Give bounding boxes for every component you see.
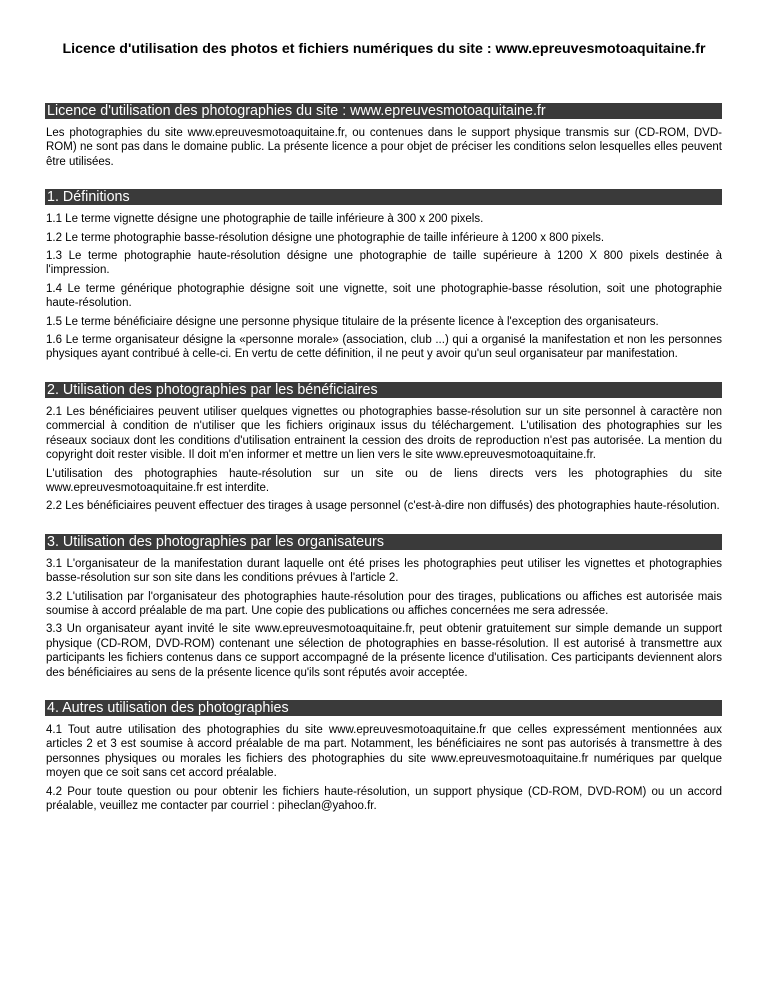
paragraph: 1.1 Le terme vignette désigne une photographie de taille inférieure à 300 x 200 pixels. <box>46 213 484 226</box>
paragraph: 3.2 L'utilisation par l'organisateur des photographies haute-résolution pour des tirages, publications ou affiches est autorisée mais soumise à accord préalable de ma part. Une copie des publications ou affiches concernées me sera adressée. <box>46 590 722 617</box>
section-definitions <box>46 189 722 362</box>
paragraph: 1.4 Le terme générique photographie désigne soit une vignette, soit une photographie-basse résolution, soit une photographie haute-résolution. <box>46 282 722 310</box>
paragraph: Les photographies du site www.epreuvesmotoaquitaine.fr, ou contenues dans le support physique transmis sur (CD-ROM, DVD-ROM) ne sont pas dans le domaine public. La présente licence a pour objet de préciser les conditions selon lesquelles elles peuvent être utilisées. <box>46 127 722 168</box>
paragraph: 2.1 Les bénéficiaires peuvent utiliser quelques vignettes ou photographies basse-résolution sur un site personnel à caractère non commercial à condition de n'utiliser que les fichiers originaux issus du téléchargement. L'utilisation des photographies sur les réseaux sociaux dont les conditions d'utilisation entrainent la cession des droits de reproduction n'est pas autorisée. La mention du copyright doit rester visible. Il doit m'en informer et mettre un lien vers le site www.epreuvesmotoaquitaine.fr. <box>46 405 722 462</box>
section-heading-bar <box>46 534 722 550</box>
section-heading-bar <box>46 382 722 398</box>
paragraph: 1.2 Le terme photographie basse-résolution désigne une photographie de taille inférieure à 1200 x 800 pixels. <box>46 231 605 244</box>
paragraph: 1.5 Le terme bénéficiaire désigne une personne physique titulaire de la présente licence à l'exception des organisateurs. <box>46 315 659 328</box>
paragraph: 2.2 Les bénéficiaires peuvent effectuer des tirages à usage personnel (c'est-à-dire non diffusés) des photographies haute-résolution. <box>46 500 720 513</box>
paragraph: 3.1 L'organisateur de la manifestation durant laquelle ont été prises les photographies peut utiliser les vignettes et photographies basse-résolution sur son site dans les conditions prévues à l'article 2. <box>46 557 722 585</box>
section-beneficiaires <box>46 382 722 514</box>
paragraph: L'utilisation des photographies haute-résolution sur un site ou de liens directs vers les photographies du site www.epreuvesmotoaquitaine.fr est interdite. <box>46 467 722 494</box>
section-heading: 1. Définitions <box>45 189 136 205</box>
section-heading-bar <box>46 700 722 716</box>
paragraph: 1.6 Le terme organisateur désigne la «personne morale» (association, club ...) qui a organisé la manifestation et non les personnes physiques ayant contribué à celle-ci. En vertu de cette définition, il ne peut y avoir qu'un seul organisateur par manifestation. <box>46 334 722 361</box>
document-title: Licence d'utilisation des photos et fichiers numériques du site : www.epreuvesmotoaquitaine.fr <box>62 41 706 57</box>
section-heading: 2. Utilisation des photographies par les bénéficiaires <box>45 382 384 398</box>
section-heading-bar <box>46 189 722 205</box>
paragraph: 3.3 Un organisateur ayant invité le site www.epreuvesmotoaquitaine.fr, peut obtenir gratuitement sur simple demande un support physique (CD-ROM, DVD-ROM) contenant une sélection de photographies en basse-résolution. Il est autorisé à transmettre aux participants les fichiers contenus dans ce support accompagné de la présente licence d'utilisation. Ces participants deviennent alors des bénéficiaires au sens de la présente licence qu'ils sont réputés avoir acceptée. <box>46 623 722 679</box>
paragraph: 4.1 Tout autre utilisation des photographies du site www.epreuvesmotoaquitaine.fr que celles expressément mentionnées aux articles 2 et 3 est soumise à accord préalable de ma part. Notamment, les bénéficiaires ne sont pas autorisés à transmettre à des personnes physiques ou morales les fichiers des photographies du site www.epreuvesmotoaquitaine.fr numériques par quelque moyen que ce soit sans cet accord préalable. <box>46 723 722 780</box>
section-organisateurs <box>46 534 722 680</box>
section-heading: 4. Autres utilisation des photographies <box>45 700 295 716</box>
section-heading: Licence d'utilisation des photographies du site : www.epreuvesmotoaquitaine.fr <box>45 103 552 119</box>
paragraph: 1.3 Le terme photographie haute-résolution désigne une photographie de taille supérieure à 1200 X 800 pixels destinée à l'impression. <box>46 250 722 277</box>
paragraph: 4.2 Pour toute question ou pour obtenir les fichiers haute-résolution, un support physique (CD-ROM, DVD-ROM) ou un accord préalable, veuillez me contacter par courriel : piheclan@yahoo.fr. <box>46 785 722 812</box>
section-heading-bar <box>46 103 722 119</box>
section-licence <box>46 103 722 169</box>
section-heading: 3. Utilisation des photographies par les organisateurs <box>45 534 390 550</box>
section-autres-utilisations <box>46 700 722 813</box>
